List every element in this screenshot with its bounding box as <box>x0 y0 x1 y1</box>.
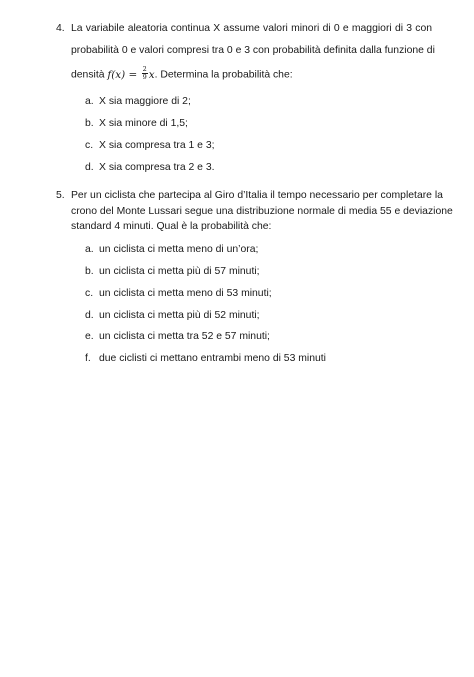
question-text-line-formula <box>71 67 432 82</box>
item-text: un ciclista ci metta più di 57 minuti; <box>99 266 260 277</box>
item-letter: a. <box>85 244 94 255</box>
formula-lhs: f(x) <box>107 68 126 81</box>
text-segment: . Determina la probabilità che: <box>154 69 293 81</box>
item-text: due ciclisti ci mettano entrambi meno di 53 minuti <box>99 353 326 364</box>
item-letter: c. <box>85 288 94 299</box>
formula-fraction <box>142 66 148 81</box>
question-number: 4. <box>56 23 65 34</box>
question-text-line: standard 4 minuti. Qual è la probabilità che: <box>71 221 272 232</box>
item-letter: b. <box>85 118 94 129</box>
formula-equals: = <box>128 68 138 81</box>
item-letter: b. <box>85 266 94 277</box>
item-text: un ciclista ci metta meno di 53 minuti; <box>99 288 272 299</box>
item-letter: e. <box>85 331 94 342</box>
item-text: X sia minore di 1,5; <box>99 118 188 129</box>
fraction-denominator: 9 <box>142 73 147 81</box>
density-formula <box>107 65 155 81</box>
item-letter: d. <box>85 162 94 173</box>
question-text-line: Per un ciclista che partecipa al Giro d’Italia il tempo necessario per completare la <box>71 190 443 201</box>
item-letter: a. <box>85 96 94 107</box>
question-text-line: probabilità 0 e valori compresi tra 0 e 3 con probabilità definita dalla funzione di <box>71 45 435 56</box>
item-text: X sia compresa tra 2 e 3. <box>99 162 215 173</box>
item-text: un ciclista ci metta tra 52 e 57 minuti; <box>99 331 270 342</box>
fraction-numerator: 2 <box>142 65 147 73</box>
item-letter: d. <box>85 310 94 321</box>
item-text: un ciclista ci metta più di 52 minuti; <box>99 310 260 321</box>
item-letter: c. <box>85 140 94 151</box>
question-number: 5. <box>56 190 65 201</box>
item-text: X sia maggiore di 2; <box>99 96 191 107</box>
question-text-line: La variabile aleatoria continua X assume valori minori di 0 e maggiori di 3 con <box>71 23 432 34</box>
formula-variable: x <box>148 68 155 81</box>
question-text-line: crono del Monte Lussari segue una distribuzione normale di media 55 e deviazione <box>71 206 453 217</box>
item-text: X sia compresa tra 1 e 3; <box>99 140 215 151</box>
text-segment: densità <box>71 69 105 81</box>
item-text: un ciclista ci metta meno di un’ora; <box>99 244 259 255</box>
item-letter: f. <box>85 353 91 364</box>
